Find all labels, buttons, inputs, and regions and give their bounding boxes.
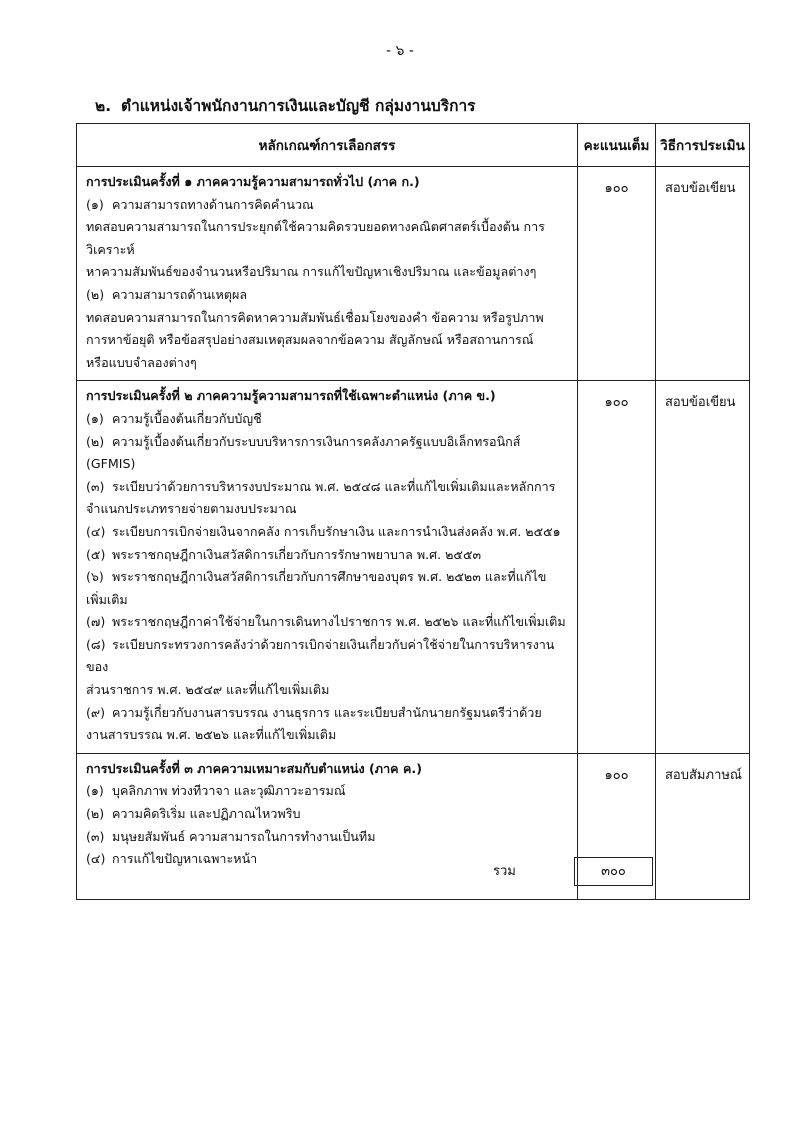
evaluation-method-cell: สอบสัมภาษณ์: [656, 753, 750, 899]
item-number: (๖): [86, 569, 104, 585]
criteria-line: [86, 476, 569, 499]
table-row: [77, 167, 750, 381]
item-number: (๗): [86, 614, 106, 630]
item-text: พระราชกฤษฎีกาค่าใช้จ่ายในการเดินทางไปราชการ พ.ศ. ๒๕๒๖ และที่แก้ไขเพิ่มเติม: [112, 614, 566, 630]
item-number: (๒): [86, 806, 105, 822]
item-text: ความรู้เบื้องต้นเกี่ยวกับระบบบริหารการเงินการคลังภาครัฐแบบอิเล็กทรอนิกส์ (GFMIS): [86, 433, 521, 472]
header-criteria: หลักเกณฑ์การเลือกสรร: [77, 124, 578, 167]
header-full-score: คะแนนเต็ม: [578, 124, 656, 167]
full-score-cell: ๑๐๐: [578, 167, 656, 381]
section-heading: [95, 93, 476, 118]
criteria-line: [86, 284, 569, 307]
criteria-cell: [77, 167, 578, 381]
item-text: พระราชกฤษฎีกาเงินสวัสดิการเกี่ยวกับการรักษาพยาบาล พ.ศ. ๒๕๕๓: [112, 546, 482, 562]
criteria-line: [86, 589, 569, 612]
criteria-line: [86, 679, 569, 702]
item-text: จำแนกประเภทรายจ่ายตามงบประมาณ: [86, 501, 297, 517]
criteria-line: [86, 194, 569, 217]
item-text: บุคลิกภาพ ท่วงทีวาจา และวุฒิภาวะอารมณ์: [112, 783, 346, 799]
evaluation-round-title: การประเมินครั้งที่ ๒ ภาคความรู้ความสามารถที่ใช้เฉพาะตำแหน่ง (ภาค ข.): [86, 388, 496, 404]
criteria-line: [86, 780, 569, 803]
criteria-line: [86, 261, 569, 284]
section-number: ๒.: [95, 97, 112, 115]
criteria-line: [86, 329, 569, 352]
item-text: การแก้ไขปัญหาเฉพาะหน้า: [112, 851, 258, 867]
criteria-line: [86, 216, 569, 261]
item-number: (๘): [86, 636, 106, 652]
total-label: รวม: [493, 864, 516, 879]
criteria-line: [86, 826, 569, 849]
item-text: มนุษยสัมพันธ์ ความสามารถในการทำงานเป็นทีม: [112, 828, 376, 844]
evaluation-round-title: การประเมินครั้งที่ ๓ ภาคความเหมาะสมกับตำแหน่ง (ภาค ค.): [86, 760, 422, 776]
item-text: ความสามารถด้านเหตุผล: [112, 286, 248, 302]
evaluation-round-title: การประเมินครั้งที่ ๑ ภาคความรู้ความสามารถทั่วไป (ภาค ก.): [86, 174, 420, 189]
criteria-line: [86, 307, 569, 330]
item-text: หรือแบบจำลองต่างๆ: [86, 354, 197, 370]
item-number: (๙): [86, 704, 106, 720]
criteria-line: [86, 724, 569, 747]
item-text: ทดสอบความสามารถในการคิดหาความสัมพันธ์เชื่อมโยงของคำ ข้อความ หรือรูปภาพ: [86, 309, 544, 325]
criteria-line: [86, 431, 569, 476]
criteria-line: [86, 498, 569, 521]
item-text: ทดสอบความสามารถในการประยุกต์ใช้ความคิดรวบยอดทางคณิตศาสตร์เบื้องต้น การวิเคราะห์: [86, 219, 545, 257]
item-number: (๑): [86, 783, 104, 799]
item-text: งานสารบรรณ พ.ศ. ๒๕๒๖ และที่แก้ไขเพิ่มเติม: [86, 727, 337, 743]
item-text: พระราชกฤษฎีกาเงินสวัสดิการเกี่ยวกับการศึกษาของบุตร พ.ศ. ๒๕๒๓ และที่แก้ไข: [112, 569, 547, 585]
total-score: ๓๐๐: [574, 857, 653, 886]
item-number: (๑): [86, 410, 104, 426]
criteria-cell: [77, 381, 578, 754]
full-score-cell: ๑๐๐: [578, 381, 656, 754]
item-number: (๓): [86, 478, 105, 494]
item-number: (๔): [86, 523, 106, 539]
header-evaluation-method: วิธีการประเมิน: [656, 124, 750, 167]
criteria-line: [86, 521, 569, 544]
item-text: ความรู้เกี่ยวกับงานสารบรรณ งานธุรการ และระเบียบสำนักนายกรัฐมนตรีว่าด้วย: [112, 704, 542, 720]
item-number: (๒): [86, 286, 105, 302]
item-text: หาความสัมพันธ์ของจำนวนหรือปริมาณ การแก้ไขปัญหาเชิงปริมาณ และข้อมูลต่างๆ: [86, 264, 537, 280]
item-text: ระเบียบกระทรวงการคลังว่าด้วยการเบิกจ่ายเงินเกี่ยวกับค่าใช้จ่ายในการบริหารงานของ: [86, 636, 555, 675]
criteria-line: [86, 611, 569, 634]
item-text: ส่วนราชการ พ.ศ. ๒๕๔๙ และที่แก้ไขเพิ่มเติม: [86, 682, 330, 698]
criteria-line: [86, 634, 569, 679]
item-text: ระเบียบการเบิกจ่ายเงินจากคลัง การเก็บรักษาเงิน และการนำเงินส่งคลัง พ.ศ. ๒๕๕๑: [112, 523, 561, 539]
page-number: - ๖ -: [386, 43, 414, 59]
item-number: (๑): [86, 196, 104, 212]
criteria-line: [86, 803, 569, 826]
selection-criteria-table: [76, 123, 750, 900]
item-text: ระเบียบว่าด้วยการบริหารงบประมาณ พ.ศ. ๒๕๔๘ และที่แก้ไขเพิ่มเติมและหลักการ: [112, 478, 556, 494]
item-number: (๔): [86, 851, 106, 867]
item-text: การหาข้อยุติ หรือข้อสรุปอย่างสมเหตุสมผลจากข้อความ สัญลักษณ์ หรือสถานการณ์: [86, 332, 534, 348]
item-text: ความรู้เบื้องต้นเกี่ยวกับบัญชี: [112, 410, 262, 426]
item-number: (๓): [86, 828, 105, 844]
criteria-line: [86, 352, 569, 375]
full-score-cell: ๑๐๐: [578, 753, 656, 899]
item-number: (๒): [86, 433, 105, 449]
item-text: ความสามารถทางด้านการคิดคำนวณ: [112, 196, 314, 212]
evaluation-method-cell: สอบข้อเขียน: [656, 381, 750, 754]
table-header-row: [77, 124, 750, 167]
criteria-line: [86, 702, 569, 725]
criteria-line: [86, 544, 569, 567]
item-number: (๕): [86, 546, 106, 562]
table-row: [77, 381, 750, 754]
item-text: ความคิดริเริ่ม และปฏิภาณไหวพริบ: [112, 806, 301, 822]
section-title-text: ตำแหน่งเจ้าพนักงานการเงินและบัญชี กลุ่มงานบริการ: [121, 97, 476, 115]
criteria-line: [86, 566, 569, 589]
item-text: เพิ่มเติม: [86, 591, 128, 607]
evaluation-method-cell: สอบข้อเขียน: [656, 167, 750, 381]
criteria-line: [86, 408, 569, 431]
